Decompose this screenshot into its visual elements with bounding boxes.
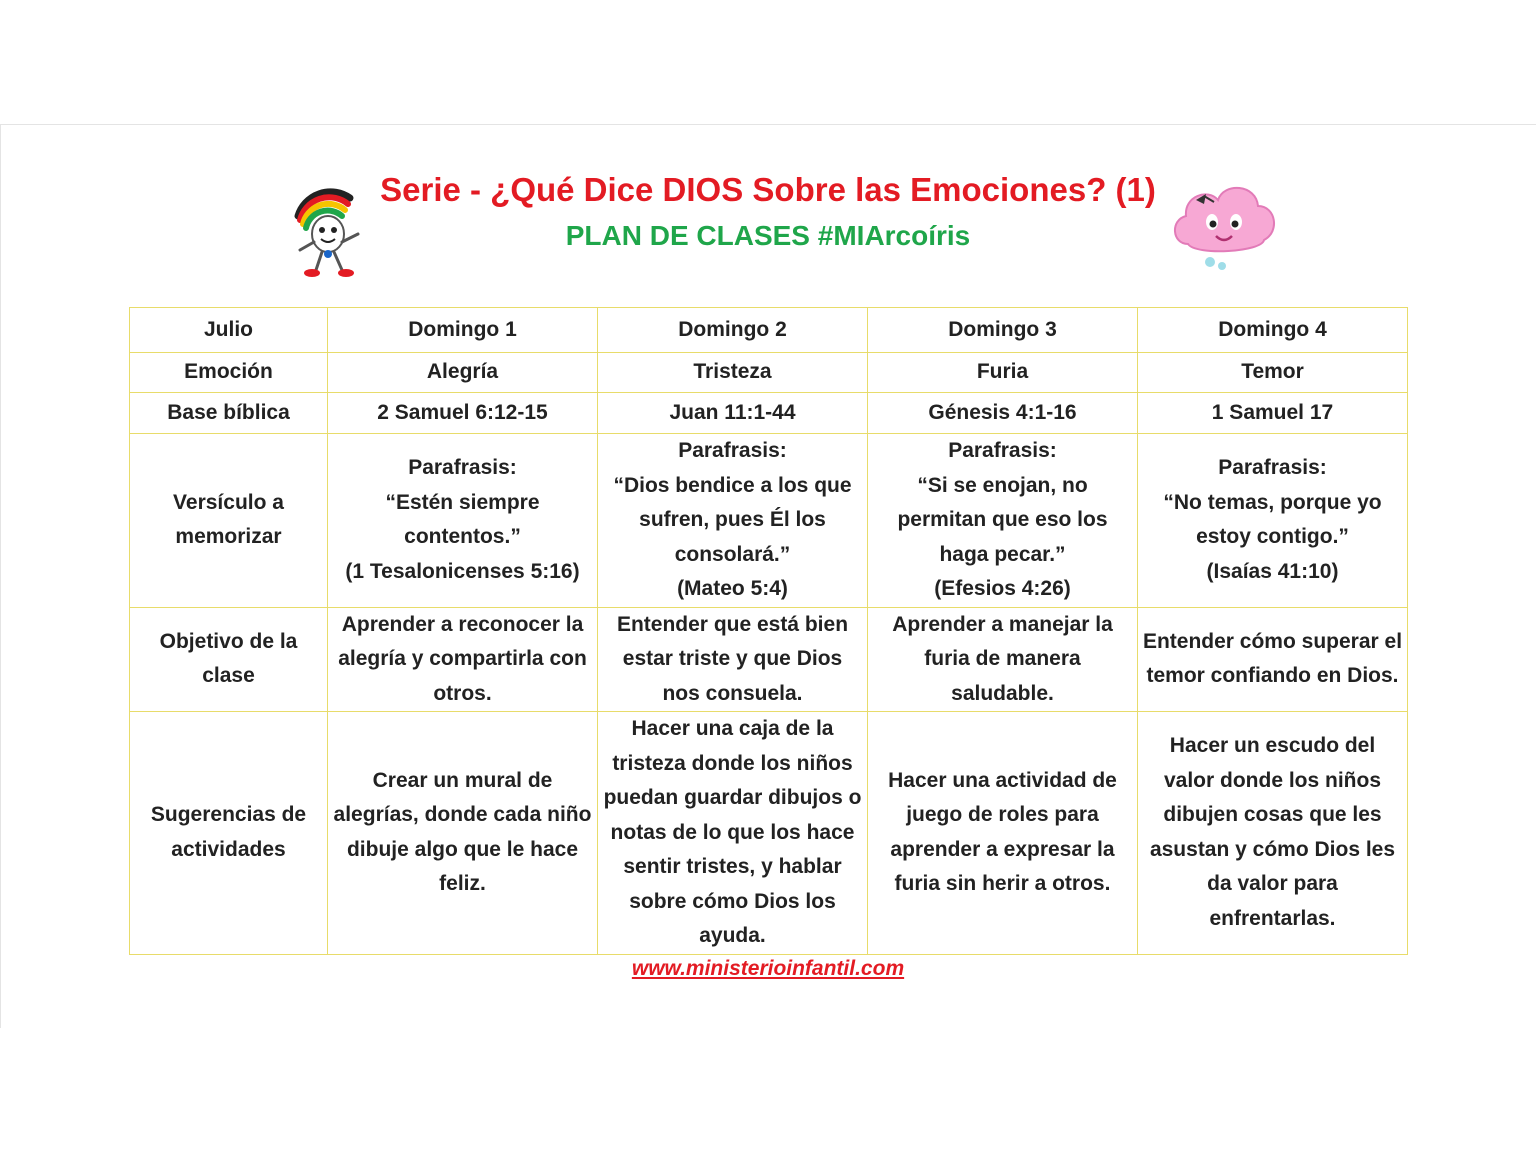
cell-line: “Estén siempre contentos.” — [385, 490, 540, 549]
emocion-cell: Alegría — [328, 353, 598, 393]
cell-line: “Si se enojan, no permitan que eso los haga pecar.” — [897, 473, 1108, 566]
objetivo-cell: Entender cómo superar el temor confiando en Dios. — [1138, 607, 1408, 712]
base-biblica-cell: Juan 11:1-44 — [598, 393, 868, 434]
versiculo-cell — [868, 434, 1138, 608]
cell-line: (Efesios 4:26) — [934, 577, 1071, 600]
base-biblica-cell: 1 Samuel 17 — [1138, 393, 1408, 434]
pink-cloud-mascot-icon — [1166, 174, 1282, 274]
page-subtitle: PLAN DE CLASES #MIArcoíris — [565, 220, 971, 251]
cell-line: (1 Tesalonicenses 5:16) — [345, 559, 580, 583]
emocion-cell: Tristeza — [598, 353, 868, 393]
sugerencias-row — [130, 712, 1408, 955]
header-domingo-2: Domingo 2 — [598, 308, 868, 353]
objetivo-row — [130, 607, 1408, 712]
row-label-emocion: Emoción — [130, 353, 328, 393]
lesson-plan-table — [129, 307, 1408, 955]
versiculo-cell — [598, 434, 868, 608]
objetivo-cell: Entender que está bien estar triste y que Dios nos consuela. — [598, 607, 868, 712]
cell-line: Parafrasis: — [1218, 456, 1327, 480]
sugerencias-cell: Hacer una caja de la tristeza donde los niños puedan guardar dibujos o notas de lo que los hace sentir tristes, y hablar sobre cómo Dios los ayuda. — [598, 712, 868, 955]
sugerencias-cell: Hacer una actividad de juego de roles para aprender a expresar la furia sin herir a otros. — [868, 712, 1138, 955]
cell-line: Parafrasis: — [408, 456, 517, 480]
sugerencias-cell: Crear un mural de alegrías, donde cada niño dibuje algo que le hace feliz. — [328, 712, 598, 955]
emocion-row — [130, 353, 1408, 393]
objetivo-cell: Aprender a manejar la furia de manera saludable. — [868, 607, 1138, 712]
objetivo-cell: Aprender a reconocer la alegría y compartirla con otros. — [328, 607, 598, 712]
cell-line: Parafrasis: — [948, 439, 1057, 462]
versiculo-row — [130, 434, 1408, 608]
emocion-cell: Furia — [868, 353, 1138, 393]
row-label-sugerencias: Sugerencias de actividades — [130, 712, 328, 955]
cell-line: Parafrasis: — [678, 439, 787, 462]
versiculo-cell — [328, 434, 598, 608]
cell-line: (Mateo 5:4) — [677, 577, 788, 600]
row-label-objetivo: Objetivo de la clase — [130, 607, 328, 712]
header-domingo-1: Domingo 1 — [328, 308, 598, 353]
top-divider — [0, 124, 1536, 125]
base-biblica-cell: 2 Samuel 6:12-15 — [328, 393, 598, 434]
row-label-base-biblica: Base bíblica — [130, 393, 328, 434]
header-month: Julio — [130, 308, 328, 353]
row-label-versiculo: Versículo a memorizar — [130, 434, 328, 608]
website-link[interactable]: www.ministerioinfantil.com — [631, 957, 905, 980]
cell-line: (Isaías 41:10) — [1206, 559, 1339, 583]
header-row — [130, 308, 1408, 353]
page-footer — [0, 954, 1536, 984]
sugerencias-cell: Hacer un escudo del valor donde los niños dibujen cosas que les asustan y cómo Dios les da valor para enfrentarlas. — [1138, 712, 1408, 955]
header-domingo-3: Domingo 3 — [868, 308, 1138, 353]
emocion-cell: Temor — [1138, 353, 1408, 393]
base-biblica-cell: Génesis 4:1-16 — [868, 393, 1138, 434]
cell-line: “Dios bendice a los que sufren, pues Él los consolará.” — [613, 473, 852, 566]
page-header — [0, 160, 1536, 280]
page-title: Serie - ¿Qué Dice DIOS Sobre las Emociones? (1) — [380, 171, 1156, 208]
base-biblica-row — [130, 393, 1408, 434]
header-domingo-4: Domingo 4 — [1138, 308, 1408, 353]
versiculo-cell — [1138, 434, 1408, 608]
cell-line: “No temas, porque yo estoy contigo.” — [1163, 490, 1382, 549]
